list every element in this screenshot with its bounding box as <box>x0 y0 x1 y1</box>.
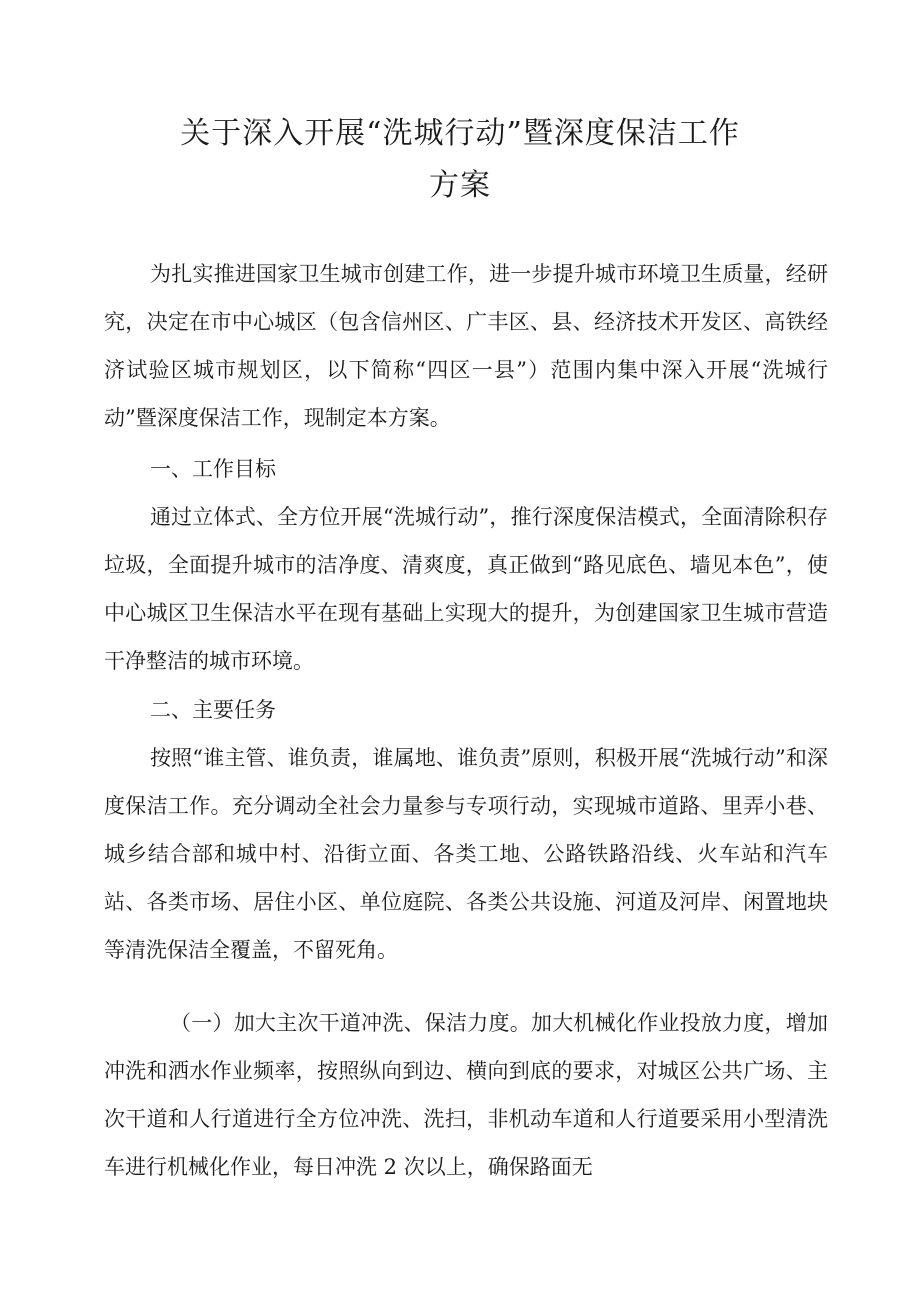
intro-paragraph: 为扎实推进国家卫生城市创建工作，进一步提升城市环境卫生质量，经研究，决定在市中心城区（包含信州区、广丰区、县、经济技术开发区、高铁经济试验区城市规划区，以下简称“四区一县”）范围内集中深入开展“洗城行动”暨深度保洁工作，现制定本方案。 <box>104 262 828 430</box>
section1-heading: 一、工作目标 <box>150 457 276 481</box>
section2-heading: 二、主要任务 <box>150 698 276 722</box>
document-title-line2: 方案 <box>429 168 491 203</box>
subsection1-paragraph: （一）加大主次干道冲洗、保洁力度。加大机械化作业投放力度，增加冲洗和洒水作业频率，按照纵向到边、横向到底的要求，对城区公共广场、主次干道和人行道进行全方位冲洗、洗扫，非机动车道和人行道要采用小型清洗车进行机械化作业，每日冲洗 2 次以上，确保路面无 <box>104 1011 828 1179</box>
document-title-line1: 关于深入开展“洗城行动”暨深度保洁工作 <box>180 116 740 151</box>
section1-paragraph: 通过立体式、全方位开展“洗城行动”，推行深度保洁模式，全面清除积存垃圾，全面提升城市的洁净度、清爽度，真正做到“路见底色、墙见本色”，使中心城区卫生保洁水平在现有基础上实现大的提升，为创建国家卫生城市营造干净整洁的城市环境。 <box>104 505 828 673</box>
section2-paragraph: 按照“谁主管、谁负责，谁属地、谁负责”原则，积极开展“洗城行动”和深度保洁工作。充分调动全社会力量参与专项行动，实现城市道路、里弄小巷、城乡结合部和城中村、沿街立面、各类工地、公路铁路沿线、火车站和汽车站、各类市场、居住小区、单位庭院、各类公共设施、河道及河岸、闲置地块等清洗保洁全覆盖，不留死角。 <box>104 746 828 962</box>
